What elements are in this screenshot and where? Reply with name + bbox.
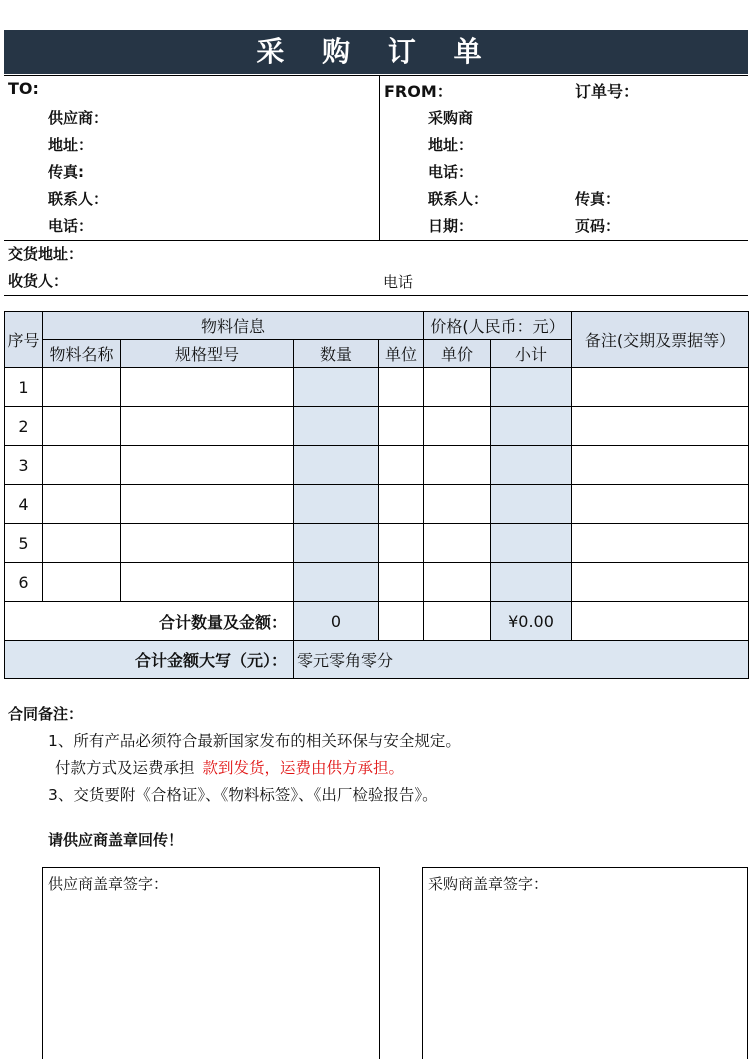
row-number: 4 xyxy=(5,485,43,524)
table-row xyxy=(5,524,749,563)
capital-amount-value: 零元零角零分 xyxy=(294,641,749,679)
unit-cell[interactable] xyxy=(379,524,424,563)
spec-cell[interactable] xyxy=(121,446,294,485)
to-contact-field: 联系人： xyxy=(48,190,109,208)
total-unit-price-cell xyxy=(424,602,491,641)
material-name-cell[interactable] xyxy=(43,563,121,602)
right-fax-field: 传真： xyxy=(575,190,621,208)
unit-header: 单位 xyxy=(379,340,424,368)
page-number-field: 页码： xyxy=(575,217,621,235)
unit-cell[interactable] xyxy=(379,446,424,485)
from-date-field: 日期： xyxy=(428,217,474,235)
qty-header: 数量 xyxy=(294,340,379,368)
material-name-header: 物料名称 xyxy=(43,340,121,368)
qty-cell[interactable] xyxy=(294,524,379,563)
total-remarks-cell xyxy=(572,602,749,641)
from-buyer-field: 采购商 xyxy=(428,109,474,127)
note-line-1: 1、所有产品必须符合最新国家发布的相关环保与安全规定。 xyxy=(48,732,461,750)
from-contact-field: 联系人： xyxy=(428,190,489,208)
qty-cell[interactable] xyxy=(294,407,379,446)
spec-cell[interactable] xyxy=(121,485,294,524)
remarks-cell[interactable] xyxy=(572,368,749,407)
total-qty: 0 xyxy=(294,602,379,641)
delivery-phone-label: 电话 xyxy=(383,273,414,291)
remarks-cell[interactable] xyxy=(572,407,749,446)
note-line-2 xyxy=(55,756,404,778)
material-info-header: 物料信息 xyxy=(43,312,424,340)
receiver-label: 收货人： xyxy=(8,272,69,290)
table-header-row-1 xyxy=(5,312,749,340)
capital-amount-row xyxy=(5,641,749,679)
delivery-address-label: 交货地址： xyxy=(8,245,84,263)
capital-amount-label: 合计金额大写（元）： xyxy=(5,641,294,679)
seq-header: 序号 xyxy=(5,312,43,368)
material-name-cell[interactable] xyxy=(43,407,121,446)
supplier-signature-label: 供应商盖章签字： xyxy=(48,875,169,893)
subtotal-cell[interactable] xyxy=(491,407,572,446)
remarks-header: 备注(交期及票据等） xyxy=(572,312,749,368)
table-row xyxy=(5,407,749,446)
buyer-signature-label: 采购商盖章签字： xyxy=(428,875,549,893)
total-unit-cell xyxy=(379,602,424,641)
from-label: FROM： xyxy=(384,82,453,101)
notes-heading: 合同备注： xyxy=(8,705,84,723)
row-number: 2 xyxy=(5,407,43,446)
unit-price-cell[interactable] xyxy=(424,485,491,524)
remarks-cell[interactable] xyxy=(572,446,749,485)
table-row xyxy=(5,368,749,407)
total-row xyxy=(5,602,749,641)
row-number: 5 xyxy=(5,524,43,563)
material-name-cell[interactable] xyxy=(43,368,121,407)
header-bottom-rule xyxy=(4,240,748,241)
to-fax-field: 传真: xyxy=(48,163,84,181)
spec-cell[interactable] xyxy=(121,368,294,407)
remarks-cell[interactable] xyxy=(572,524,749,563)
subtotal-cell[interactable] xyxy=(491,524,572,563)
unit-cell[interactable] xyxy=(379,485,424,524)
subtotal-cell[interactable] xyxy=(491,368,572,407)
stamp-request: 请供应商盖章回传！ xyxy=(48,831,184,849)
table-row xyxy=(5,485,749,524)
spec-cell[interactable] xyxy=(121,524,294,563)
order-number-field: 订单号： xyxy=(575,82,640,101)
to-supplier-field: 供应商： xyxy=(48,109,109,127)
material-name-cell[interactable] xyxy=(43,485,121,524)
subtotal-cell[interactable] xyxy=(491,563,572,602)
buyer-signature-box[interactable] xyxy=(422,867,748,1059)
note-line-3: 3、交货要附《合格证》、《物料标签》、《出厂检验报告》。 xyxy=(48,786,438,804)
unit-price-cell[interactable] xyxy=(424,368,491,407)
from-address-field: 地址： xyxy=(428,136,474,154)
unit-price-cell[interactable] xyxy=(424,407,491,446)
page-title: 采 购 订 单 xyxy=(4,30,748,74)
to-address-field: 地址： xyxy=(48,136,94,154)
header-divider xyxy=(379,75,380,240)
header-top-rule xyxy=(4,75,748,76)
unit-price-cell[interactable] xyxy=(424,524,491,563)
items-table xyxy=(4,311,749,679)
table-row xyxy=(5,446,749,485)
row-number: 6 xyxy=(5,563,43,602)
note-line-2-highlight: 款到发货，运费由供方承担。 xyxy=(202,759,405,777)
delivery-rule xyxy=(4,295,748,296)
to-label: TO: xyxy=(8,79,39,98)
unit-cell[interactable] xyxy=(379,368,424,407)
qty-cell[interactable] xyxy=(294,446,379,485)
subtotal-cell[interactable] xyxy=(491,485,572,524)
subtotal-cell[interactable] xyxy=(491,446,572,485)
unit-price-header: 单价 xyxy=(424,340,491,368)
spec-header: 规格型号 xyxy=(121,340,294,368)
supplier-signature-box[interactable] xyxy=(42,867,380,1059)
unit-cell[interactable] xyxy=(379,407,424,446)
total-amount: ¥0.00 xyxy=(491,602,572,641)
row-number: 3 xyxy=(5,446,43,485)
subtotal-header: 小计 xyxy=(491,340,572,368)
unit-price-cell[interactable] xyxy=(424,563,491,602)
row-number: 1 xyxy=(5,368,43,407)
material-name-cell[interactable] xyxy=(43,524,121,563)
material-name-cell[interactable] xyxy=(43,446,121,485)
total-label: 合计数量及金额： xyxy=(5,602,294,641)
spec-cell[interactable] xyxy=(121,407,294,446)
price-group-header: 价格(人民币：元） xyxy=(424,312,572,340)
remarks-cell[interactable] xyxy=(572,485,749,524)
table-row xyxy=(5,563,749,602)
unit-cell[interactable] xyxy=(379,563,424,602)
unit-price-cell[interactable] xyxy=(424,446,491,485)
qty-cell[interactable] xyxy=(294,563,379,602)
note-line-2-prefix: 付款方式及运费承担 xyxy=(55,759,195,777)
qty-cell[interactable] xyxy=(294,368,379,407)
spec-cell[interactable] xyxy=(121,563,294,602)
qty-cell[interactable] xyxy=(294,485,379,524)
remarks-cell[interactable] xyxy=(572,563,749,602)
from-phone-field: 电话： xyxy=(428,163,474,181)
to-phone-field: 电话： xyxy=(48,217,94,235)
